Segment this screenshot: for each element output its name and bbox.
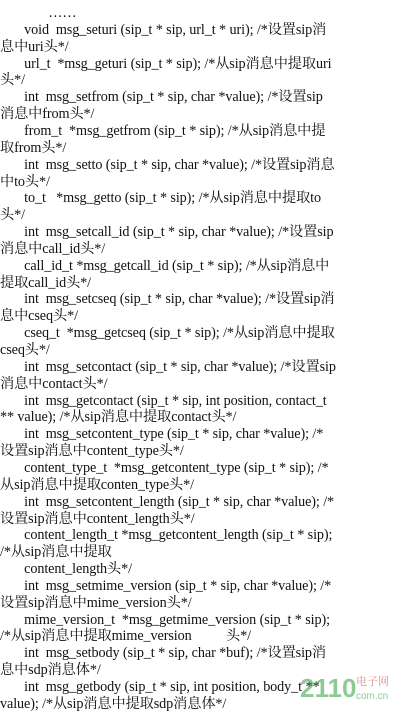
text-line: 头*/: [0, 207, 25, 224]
text-line: int msg_setbody (sip_t * sip, char *buf); /*设置sip消: [0, 645, 327, 662]
text-line: 消息中call_id头*/: [0, 240, 106, 257]
text-line: int msg_setcontent_type (sip_t * sip, char *value); /*: [0, 426, 324, 443]
text-line: from_t *msg_getfrom (sip_t * sip); /*从sip消息中提: [0, 122, 326, 139]
text-line: value); /*从sip消息中提取sdp消息体*/: [0, 695, 227, 712]
text-line: /*从sip消息中提取: [0, 544, 112, 561]
text-line: 取from头*/: [0, 139, 67, 156]
text-line: content_length头*/: [0, 561, 132, 578]
text-line: 设置sip消息中content_length头*/: [0, 510, 195, 527]
text-line: url_t *msg_geturi (sip_t * sip); /*从sip消息中提取uri: [0, 55, 332, 72]
text-line: cseq_t *msg_getcseq (sip_t * sip); /*从sip消息中提取: [0, 325, 335, 342]
watermark-tagline: 电子网: [356, 675, 389, 688]
site-watermark: [298, 669, 394, 709]
watermark-logo-icon: [298, 669, 394, 709]
text-line: int msg_setcontent_length (sip_t * sip, char *value); /*: [0, 493, 335, 510]
text-line: 息中cseq头*/: [0, 308, 78, 325]
text-line: int msg_getbody (sip_t * sip, int position, body_t **: [0, 679, 320, 695]
text-line: 消息中from头*/: [0, 106, 95, 123]
text-line: 息中sdp消息体*/: [0, 662, 101, 679]
text-line: ** value); /*从sip消息中提取contact头*/: [0, 409, 237, 426]
text-line: call_id_t *msg_getcall_id (sip_t * sip); /*从sip消息中: [0, 257, 330, 274]
text-line: 头*/: [0, 72, 25, 89]
text-line: 设置sip消息中mime_version头*/: [0, 594, 192, 611]
text-line: to_t *msg_getto (sip_t * sip); /*从sip消息中提取to: [0, 190, 322, 207]
text-line: cseq头*/: [0, 342, 50, 358]
text-line: int msg_setfrom (sip_t * sip, char *value); /*设置sip: [0, 89, 323, 106]
text-line: 提取call_id头*/: [0, 274, 92, 291]
text-line: int msg_getcontact (sip_t * sip, int position, contact_t: [0, 392, 327, 409]
text-line: ……: [0, 5, 77, 21]
watermark-domain: com.cn: [356, 691, 389, 702]
text-line: 息中uri头*/: [0, 38, 69, 55]
text-line: int msg_setcontact (sip_t * sip, char *value); /*设置sip: [0, 358, 336, 375]
watermark-brand: 2110: [300, 673, 357, 703]
text-line: 设置sip消息中content_type头*/: [0, 443, 184, 460]
text-line: void msg_seturi (sip_t * sip, url_t * uri); /*设置sip消: [0, 21, 327, 38]
text-line: 中to头*/: [0, 173, 50, 190]
text-line: mime_version_t *msg_getmime_version (sip_t * sip);: [0, 611, 330, 628]
text-line: content_type_t *msg_getcontent_type (sip_t * sip); /*: [0, 459, 329, 476]
text-line: 消息中contact头*/: [0, 375, 108, 392]
text-line: int msg_setmime_version (sip_t * sip, char *value); /*: [0, 577, 332, 594]
text-line: content_length_t *msg_getcontent_length (sip_t * sip);: [0, 527, 333, 544]
text-line: int msg_setcall_id (sip_t * sip, char *value); /*设置sip: [0, 224, 334, 241]
text-line: int msg_setcseq (sip_t * sip, char *value); /*设置sip消: [0, 291, 335, 308]
text-line: 从sip消息中提取conten_type头*/: [0, 476, 194, 493]
text-line: /*从sip消息中提取mime_version 头*/: [0, 628, 251, 645]
text-line: int msg_setto (sip_t * sip, char *value); /*设置sip消息: [0, 156, 335, 173]
